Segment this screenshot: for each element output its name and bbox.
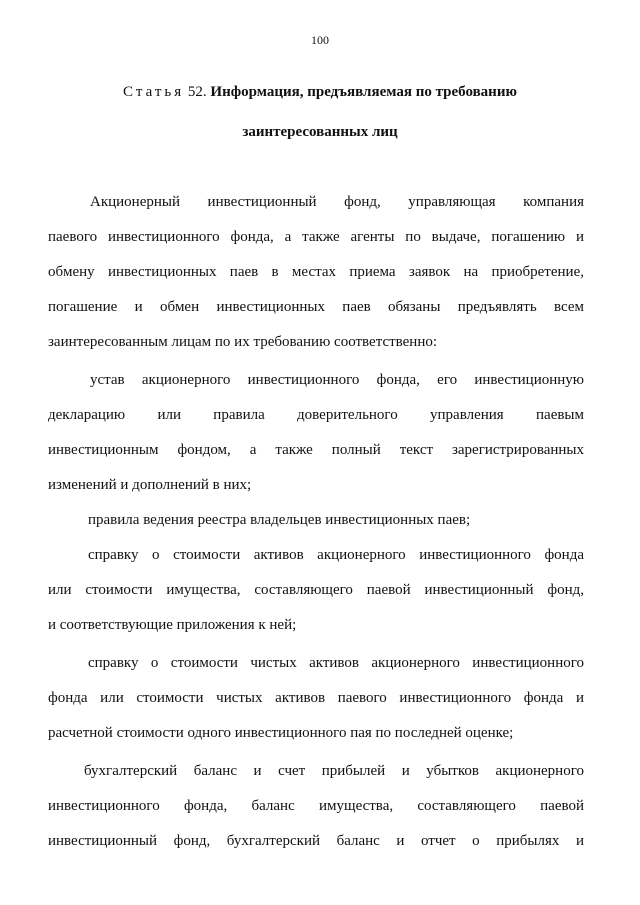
paragraph-line: правила ведения реестра владельцев инвестиционных паев; xyxy=(88,512,471,528)
paragraph-5 xyxy=(48,655,584,741)
paragraph-6 xyxy=(48,763,584,849)
article-label: Статья xyxy=(123,84,185,100)
page-number: 100 xyxy=(311,33,329,47)
paragraph-3 xyxy=(48,512,584,528)
paragraph-line: заинтересованным лицам по их требованию соответственно: xyxy=(48,334,438,350)
paragraph-line: погашение и обмен инвестиционных паев обязаны предъявлять всем xyxy=(48,299,584,315)
paragraph-line: инвестиционным фондом, а также полный текст зарегистрированных xyxy=(48,442,584,458)
paragraph-line: обмену инвестиционных паев в местах приема заявок на приобретение, xyxy=(48,264,584,280)
paragraph-line: декларацию или правила доверительного управления паевым xyxy=(48,407,584,423)
paragraph-line: изменений и дополнений в них; xyxy=(48,477,252,493)
paragraph-line: бухгалтерский баланс и счет прибылей и убытков акционерного xyxy=(84,763,584,779)
paragraph-line: паевого инвестиционного фонда, а также агенты по выдаче, погашению и xyxy=(48,229,584,245)
paragraph-line: и соответствующие приложения к ней; xyxy=(48,617,297,633)
paragraph-1 xyxy=(48,194,584,350)
paragraph-line: инвестиционный фонд, бухгалтерский баланс и отчет о прибылях и xyxy=(48,833,584,849)
paragraph-line: или стоимости имущества, составляющего паевой инвестиционный фонд, xyxy=(48,582,584,598)
article-title xyxy=(0,84,640,100)
paragraph-line: Акционерный инвестиционный фонд, управляющая компания xyxy=(90,194,584,210)
paragraph-line: устав акционерного инвестиционного фонда, его инвестиционную xyxy=(90,372,584,388)
paragraph-line: фонда или стоимости чистых активов паевого инвестиционного фонда и xyxy=(48,690,584,706)
article-subheading: заинтересованных лиц xyxy=(242,124,398,140)
paragraph-line: справку о стоимости чистых активов акционерного инвестиционного xyxy=(88,655,584,671)
paragraph-line: справку о стоимости активов акционерного инвестиционного фонда xyxy=(88,547,584,563)
article-number: 52. xyxy=(187,84,207,100)
paragraph-4 xyxy=(48,547,584,633)
article-heading: Информация, предъявляемая по требованию xyxy=(210,84,517,100)
paragraph-2 xyxy=(48,372,584,493)
paragraph-line: расчетной стоимости одного инвестиционного пая по последней оценке; xyxy=(48,725,514,741)
paragraph-line: инвестиционного фонда, баланс имущества, составляющего паевой xyxy=(48,798,584,814)
